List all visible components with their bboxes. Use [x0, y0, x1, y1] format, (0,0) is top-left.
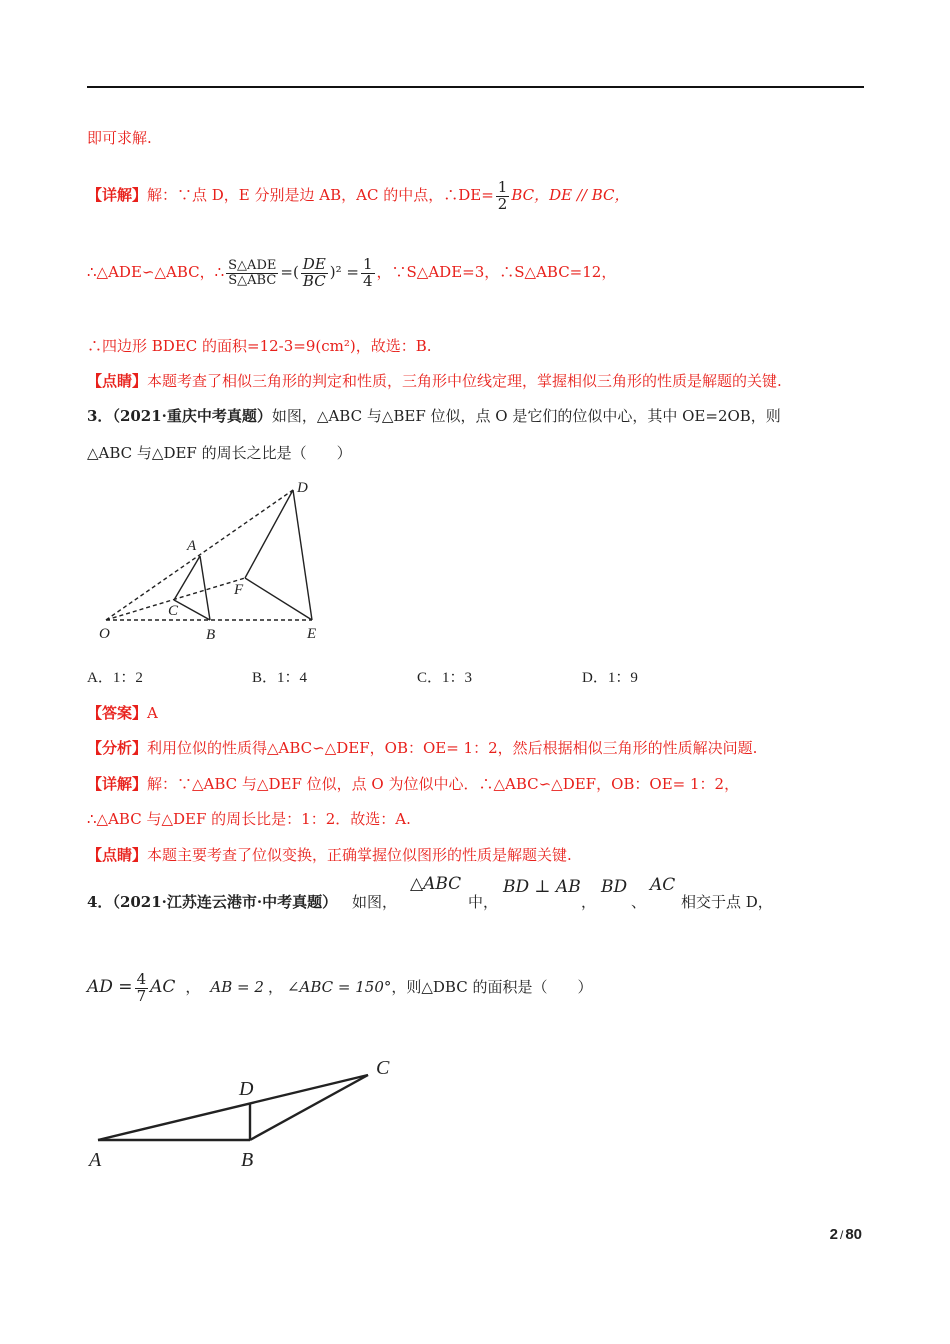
q4-label-d: D	[239, 1078, 254, 1100]
q3-label-c: C	[168, 603, 179, 619]
continuation-text: 即可求解.	[87, 129, 152, 147]
q2-de-num: DE	[302, 254, 326, 273]
q2-ratio-den: S△ABC	[226, 273, 278, 288]
q3-label-b: B	[206, 627, 216, 643]
q3-option-b[interactable]: B．1：4	[252, 670, 308, 686]
q2-quarter-fraction	[361, 254, 375, 290]
q3-stem-line1	[87, 405, 781, 426]
q2-de-den: BC	[301, 273, 328, 290]
q3-label-a: A	[187, 538, 197, 554]
q3-stem-text: 如图，△ABC 与△BEF 位似，点 O 是它们的位似中心，其中 OE=2OB，则	[271, 407, 781, 425]
q2-half-num: 1	[497, 177, 508, 196]
q2-eq-open: =(	[280, 263, 299, 281]
q4-ad: AD =	[87, 977, 133, 997]
q3-option-c[interactable]: C．1：3	[417, 670, 473, 686]
q2-de-bc-fraction	[301, 254, 328, 290]
q3-label-e: E	[307, 626, 317, 642]
q3-comment-line	[87, 844, 572, 865]
q2-eq-close: )² =	[329, 263, 359, 281]
q2-comment-tag: 【点睛】	[87, 372, 148, 390]
q2-area-line: ∴四边形 BDEC 的面积=12-3=9(cm²)，故选：B.	[87, 337, 432, 355]
q4-stem-c: 相交于点 D，	[681, 893, 773, 911]
q3-analysis-text: 利用位似的性质得△ABC∽△DEF，OB：OE= 1：2，然后根据相似三角形的性质解决问题.	[147, 739, 758, 757]
q4-triangle-abc: △ABC	[410, 874, 462, 894]
q4-comma2: ，	[185, 978, 201, 996]
q4-stem-b: 中，	[468, 893, 499, 911]
q4-ab: AB = 2	[210, 978, 264, 996]
q2-detail-tag: 【详解】	[87, 186, 148, 204]
q4-ad-ac: AC	[150, 977, 176, 997]
q4-bd-perp-ab: BD ⊥ AB	[503, 877, 581, 897]
q4-label-a: A	[89, 1149, 102, 1171]
q3-comment-tag: 【点睛】	[87, 846, 148, 864]
q3-label-f: F	[234, 582, 244, 598]
page-current: 2	[829, 1226, 838, 1243]
q4-ad-fraction	[135, 969, 149, 1005]
q2-ratio-num: S△ADE	[228, 257, 277, 273]
q3-fig-de	[293, 490, 312, 620]
q4-dun: 、	[631, 893, 647, 911]
q4-comma1: ，	[581, 893, 597, 911]
q3-fig-od-dashed	[106, 490, 293, 620]
q4-angle: ∠ABC = 150°	[286, 978, 392, 996]
q4-label-b: B	[241, 1149, 254, 1171]
header-rule	[87, 86, 864, 88]
q4-number: 4．	[87, 893, 113, 911]
q3-fig-df	[245, 490, 293, 578]
q3-analysis-line	[87, 737, 757, 758]
q4-stem-end: ，则△DBC 的面积是（ ）	[391, 978, 593, 996]
q2-half-fraction	[496, 177, 510, 213]
q4-label-c: C	[376, 1057, 390, 1079]
q2-sim-start: ∴△ADE∽△ABC，∴	[87, 263, 225, 281]
q3-detail-line2: ∴△ABC 与△DEF 的周长比是：1：2．故选：A.	[87, 810, 411, 828]
q2-area-ratio	[226, 259, 278, 287]
q4-figure	[86, 1052, 406, 1177]
q4-frac-num: 4	[136, 969, 147, 988]
q3-answer-tag: 【答案】	[87, 704, 148, 722]
q4-source: （2021·江苏连云港市·中考真题）	[112, 893, 338, 911]
q2-detail-text: 解：∵点 D，E 分别是边 AB，AC 的中点，∴DE=	[147, 186, 494, 204]
page-sep: /	[839, 1228, 844, 1242]
q3-label-o: O	[99, 626, 110, 642]
q2-quarter-den: 4	[362, 271, 373, 290]
q3-fig-fe	[245, 578, 312, 620]
q3-fig-cb	[174, 600, 210, 620]
q3-comment-text: 本题主要考查了位似变换，正确掌握位似图形的性质是解题关键.	[147, 846, 572, 864]
q3-analysis-tag: 【分析】	[87, 739, 148, 757]
q3-answer: A	[147, 704, 158, 722]
q4-stem-a: 如图，	[352, 893, 398, 911]
q2-comment-text: 本题考查了相似三角形的判定和性质，三角形中位线定理，掌握相似三角形的性质是解题的关键.	[147, 372, 782, 390]
page-number	[830, 1226, 862, 1243]
q2-half-den: 2	[497, 194, 508, 213]
page-total: 80	[845, 1226, 862, 1243]
q3-option-d[interactable]: D．1：9	[582, 670, 638, 686]
q2-comment-line	[87, 370, 782, 391]
q4-stem-line2	[87, 962, 593, 1012]
q4-number-source	[87, 891, 337, 912]
q4-bd: BD	[601, 877, 628, 897]
q2-detail-end: BC，DE // BC，	[511, 186, 630, 204]
q2-similarity-line	[87, 245, 616, 299]
q3-number: 3．	[87, 407, 113, 425]
q4-frac-den: 7	[136, 986, 147, 1005]
q3-option-a[interactable]: A．1：2	[87, 670, 143, 686]
q4-ac: AC	[650, 875, 676, 895]
q3-detail-tag: 【详解】	[87, 775, 148, 793]
q2-detail-line1	[87, 172, 630, 218]
q3-figure	[90, 474, 340, 646]
q4-fig-ac	[98, 1075, 368, 1140]
q2-quarter-num: 1	[362, 254, 373, 273]
q3-stem-line2: △ABC 与△DEF 的周长之比是（ ）	[87, 444, 352, 462]
q3-label-d: D	[297, 480, 308, 496]
q4-fig-bc	[250, 1075, 368, 1140]
q3-detail-line1	[87, 773, 739, 794]
q3-source: （2021·重庆中考真题）	[112, 407, 272, 425]
q3-detail-text: 解：∵△ABC 与△DEF 位似，点 O 为位似中心．∴△ABC∽△DEF，OB：OE= 1：2，	[147, 775, 740, 793]
q4-comma3: ，	[267, 978, 283, 996]
q2-sim-end: ，∵S△ADE=3，∴S△ABC=12，	[376, 263, 617, 281]
q3-fig-ab	[200, 556, 210, 620]
q3-answer-line	[87, 702, 158, 723]
